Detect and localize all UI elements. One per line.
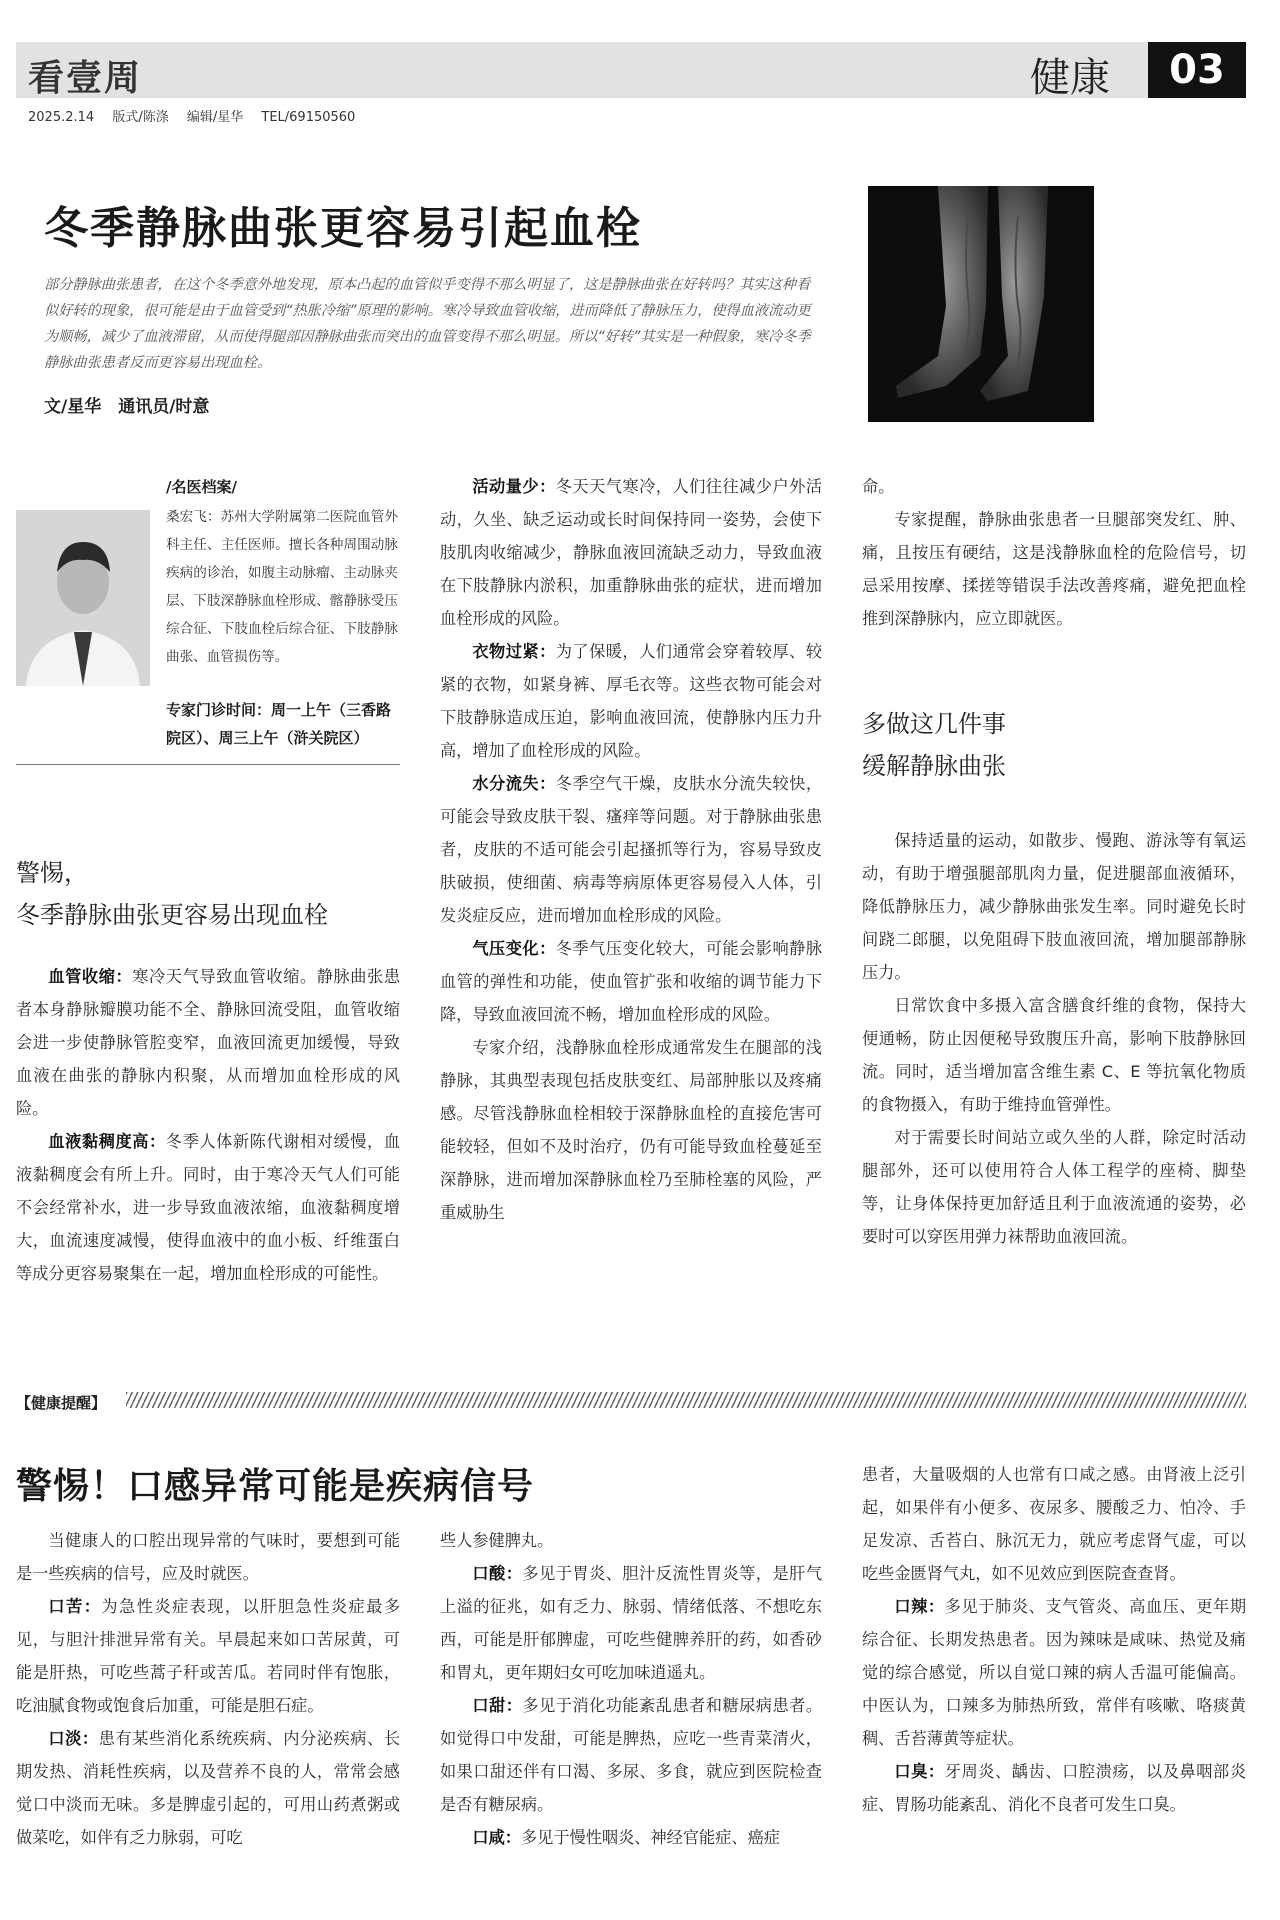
section-divider-hatch [126,1392,1246,1408]
article-headline: 冬季静脉曲张更容易引起血栓 [44,203,642,254]
paragraph-text: 寒冷天气导致血管收缩。静脉曲张患者本身静脉瓣膜功能不全、静脉回流受阻，血管收缩会进一步使静脉管腔变窄，血液回流更加缓慢，导致血液在曲张的静脉内积聚，从而增加血栓形成的风险。 [16,967,401,1118]
paragraph-text: 多见于肺炎、支气管炎、高血压、更年期综合征、长期发热患者。因为辣味是咸味、热觉及痛觉的综合感觉，所以自觉口辣的病人舌温可能偏高。中医认为，口辣多为肺热所致，常伴有咳嗽、咯痰黄稠、舌苔薄黄等症状。 [862,1597,1247,1748]
paragraph-text: 冬季气压变化较大，可能会影响静脉血管的弹性和功能，使血管扩张和收缩的调节能力下降，导致血液回流不畅，增加血栓形成的风险。 [440,939,823,1024]
profile-label: /名医档案/ [166,478,237,496]
keyword: 口咸： [472,1828,521,1847]
keyword: 口苦： [48,1597,102,1616]
article-column-3 [862,470,1246,635]
paragraph [440,1524,822,1557]
keyword: 口淡： [48,1729,99,1748]
paragraph [16,1590,400,1722]
paragraph: 对于需要长时间站立或久坐的人群，除定时活动腿部外，还可以使用符合人体工程学的座椅、脚垫等，让身体保持更加舒适且利于血液流通的姿势，必要时可以穿医用弹力袜帮助血液回流。 [862,1128,1246,1246]
keyword: 口辣： [894,1597,945,1616]
paragraph-text: 多见于慢性咽炎、神经官能症、癌症 [520,1828,780,1847]
subheading-line: 缓解静脉曲张 [862,752,1006,780]
article-column-3-bottom [862,824,1246,1253]
paragraph [16,1722,400,1854]
paragraph-text: 患者，大量吸烟的人也常有口咸之感。由肾液上泛引起，如果伴有小便多、夜尿多、腰酸乏力、怕冷、手足发凉、舌苔白、脉沉无力，就应考虑肾气虚，可以吃些金匮肾气丸，如不见效应到医院查查肾。 [862,1465,1246,1583]
subheading-line: 警惕， [16,859,88,887]
paragraph [440,1557,822,1689]
paragraph: 日常饮食中多摄入富含膳食纤维的食物，保持大便通畅，防止因便秘导致腹压升高，影响下肢静脉回流。同时，适当增加富含维生素 C、E 等抗氧化物质的食物摄入，有助于维持血管弹性。 [862,996,1246,1114]
subheading-line: 多做这几件事 [862,710,1006,738]
keyword: 口甜： [472,1696,523,1715]
layout-credit: 版式/陈涤 [112,110,169,125]
paragraph-text: 多见于消化功能紊乱患者和糖尿病患者。如觉得口中发甜，可能是脾热，应吃一些青菜清火，如果口甜还伴有口渴、多尿、多食，就应到医院检查是否有糖尿病。 [440,1696,823,1814]
leg-veins-image [868,186,1094,422]
keyword: 血液黏稠度高： [48,1132,166,1151]
article-column-1 [16,960,400,1290]
keyword: 口酸： [472,1564,523,1583]
article2-column-3 [862,1458,1246,1821]
paragraph [440,1689,822,1821]
paragraph [862,1755,1246,1821]
subheading-warning [16,852,328,936]
masthead-logo: 看壹周 [28,57,143,99]
paragraph-text: 为了保暖，人们通常会穿着较厚、较紧的衣物，如紧身裤、厚毛衣等。这些衣物可能会对下肢静脉造成压迫，影响血液回流，使静脉内压力升高，增加了血栓形成的风险。 [440,642,823,760]
page-number: 03 [1148,42,1246,98]
issue-date: 2025.2.14 [28,110,95,125]
paragraph-text: 冬季人体新陈代谢相对缓慢，血液黏稠度会有所上升。同时，由于寒冷天气人们可能不会经常补水，进一步导致血液浓缩，血液黏稠度增大，血流速度减慢，使得血液中的血小板、纤维蛋白等成分更容易聚集在一起，增加血栓形成的可能性。 [16,1132,401,1283]
byline: 文/星华 通讯员/时意 [44,397,210,417]
keyword: 水分流失： [472,774,556,793]
paragraph-text: 冬季空气干燥，皮肤水分流失较快，可能会导致皮肤干裂、瘙痒等问题。对于静脉曲张患者，皮肤的不适可能会引起搔抓等行为，容易导致皮肤破损，使细菌、病毒等病原体更容易侵入人体，引发炎症反应，进而增加血栓形成的风险。 [440,774,823,925]
article-column-2 [440,470,822,1229]
keyword: 活动量少： [472,477,556,496]
column-label: 【健康提醒】 [16,1392,114,1413]
paragraph [16,1125,400,1290]
paragraph-text: 为急性炎症表现，以肝胆急性炎症最多见，与胆汁排泄异常有关。早晨起来如口苦尿黄，可能是肝热，可吃些蒿子秆或苦瓜。若同时伴有饱胀，吃油腻食物或饱食后加重，可能是胆石症。 [16,1597,401,1715]
doctor-bio: 桑宏飞：苏州大学附属第二医院血管外科主任、主任医师。擅长各种周围动脉疾病的诊治，如腹主动脉瘤、主动脉夹层、下肢深静脉血栓形成、髂静脉受压综合征、下肢血栓后综合征、下肢静脉曲张、血管损伤等。 [166,509,398,665]
paragraph [16,1524,400,1590]
article-lead: 部分静脉曲张患者，在这个冬季意外地发现，原本凸起的血管似乎变得不那么明显了，这是静脉曲张在好转吗？其实这种看似好转的现象，很可能是由于血管受到“热胀冷缩”原理的影响。寒冷导致血管收缩，进而降低了静脉压力，使得血液流动更为顺畅，减少了血液滞留，从而使得腿部因静脉曲张而突出的血管变得不那么明显。所以“好转”其实是一种假象，寒冷冬季静脉曲张患者反而更容易出现血栓。 [44,277,811,371]
paragraph [440,635,822,767]
keyword: 口臭： [894,1762,945,1781]
paragraph [440,470,822,635]
paragraph [440,1821,822,1854]
paragraph-text: 冬天天气寒冷，人们往往减少户外活动，久坐、缺乏运动或长时间保持同一姿势，会使下肢肌肉收缩减少，静脉血液回流缺乏动力，导致血液在下肢静脉内淤积，加重静脉曲张的症状，进而增加血栓形成的风险。 [440,477,823,628]
editor-credit: 编辑/星华 [186,110,244,125]
keyword: 气压变化： [472,939,556,958]
divider [16,764,400,765]
section-title: 健康 [1030,55,1110,101]
article2-headline: 警惕！口感异常可能是疾病信号 [16,1465,535,1507]
paragraph [862,1590,1246,1755]
doctor-portrait [16,510,150,686]
tel: TEL/69150560 [261,110,356,125]
paragraph [440,932,822,1031]
paragraph [440,1031,822,1229]
article2-column-1 [16,1524,400,1854]
paragraph-text: 多见于胃炎、胆汁反流性胃炎等，是肝气上溢的征兆，如有乏力、脉弱、情绪低落、不想吃东西，可能是肝郁脾虚，可吃些健脾养肝的药，如香砂和胃丸，更年期妇女可吃加味逍遥丸。 [440,1564,823,1682]
paragraph-text: 当健康人的口腔出现异常的气味时，要想到可能是一些疾病的信号，应及时就医。 [16,1531,400,1583]
keyword: 衣物过紧： [472,642,556,661]
paragraph-text: 专家介绍，浅静脉血栓形成通常发生在腿部的浅静脉，其典型表现包括皮肤变红、局部肿胀以及疼痛感。尽管浅静脉血栓相较于深静脉血栓的直接危害可能较轻，但如不及时治疗，仍有可能导致血栓蔓延至深静脉，进而增加深静脉血栓乃至肺栓塞的风险，严重威胁生 [440,1038,822,1222]
subheading-tips [862,703,1006,787]
keyword: 血管收缩： [48,967,133,986]
paragraph [862,1458,1246,1590]
subheading-line: 冬季静脉曲张更容易出现血栓 [16,901,328,929]
issue-info [28,106,369,125]
article2-column-2 [440,1524,822,1854]
paragraph: 保持适量的运动，如散步、慢跑、游泳等有氧运动，有助于增强腿部肌肉力量，促进腿部血液循环，降低静脉压力，减少静脉曲张发生率。同时避免长时间跷二郎腿，以免阻碍下肢血液回流，增加腿部静脉压力。 [862,831,1246,982]
paragraph: 命。 [862,477,895,496]
paragraph [440,767,822,932]
paragraph [16,960,400,1125]
paragraph-text: 牙周炎、龋齿、口腔溃疡，以及鼻咽部炎症、胃肠功能紊乱、消化不良者可发生口臭。 [862,1762,1247,1814]
paragraph-text: 患有某些消化系统疾病、内分泌疾病、长期发热、消耗性疾病，以及营养不良的人，常常会感觉口中淡而无味。多是脾虚引起的，可用山药煮粥或做菜吃，如伴有乏力脉弱，可吃 [16,1729,401,1847]
paragraph-text: 些人参健脾丸。 [440,1531,554,1550]
paragraph: 专家提醒，静脉曲张患者一旦腿部突发红、肿、痛，且按压有硬结，这是浅静脉血栓的危险信号，切忌采用按摩、揉搓等错误手法改善疼痛，避免把血栓推到深静脉内，应立即就医。 [862,510,1246,628]
clinic-hours: 专家门诊时间：周一上午（三香路院区）、周三上午（浒关院区） [166,701,392,747]
